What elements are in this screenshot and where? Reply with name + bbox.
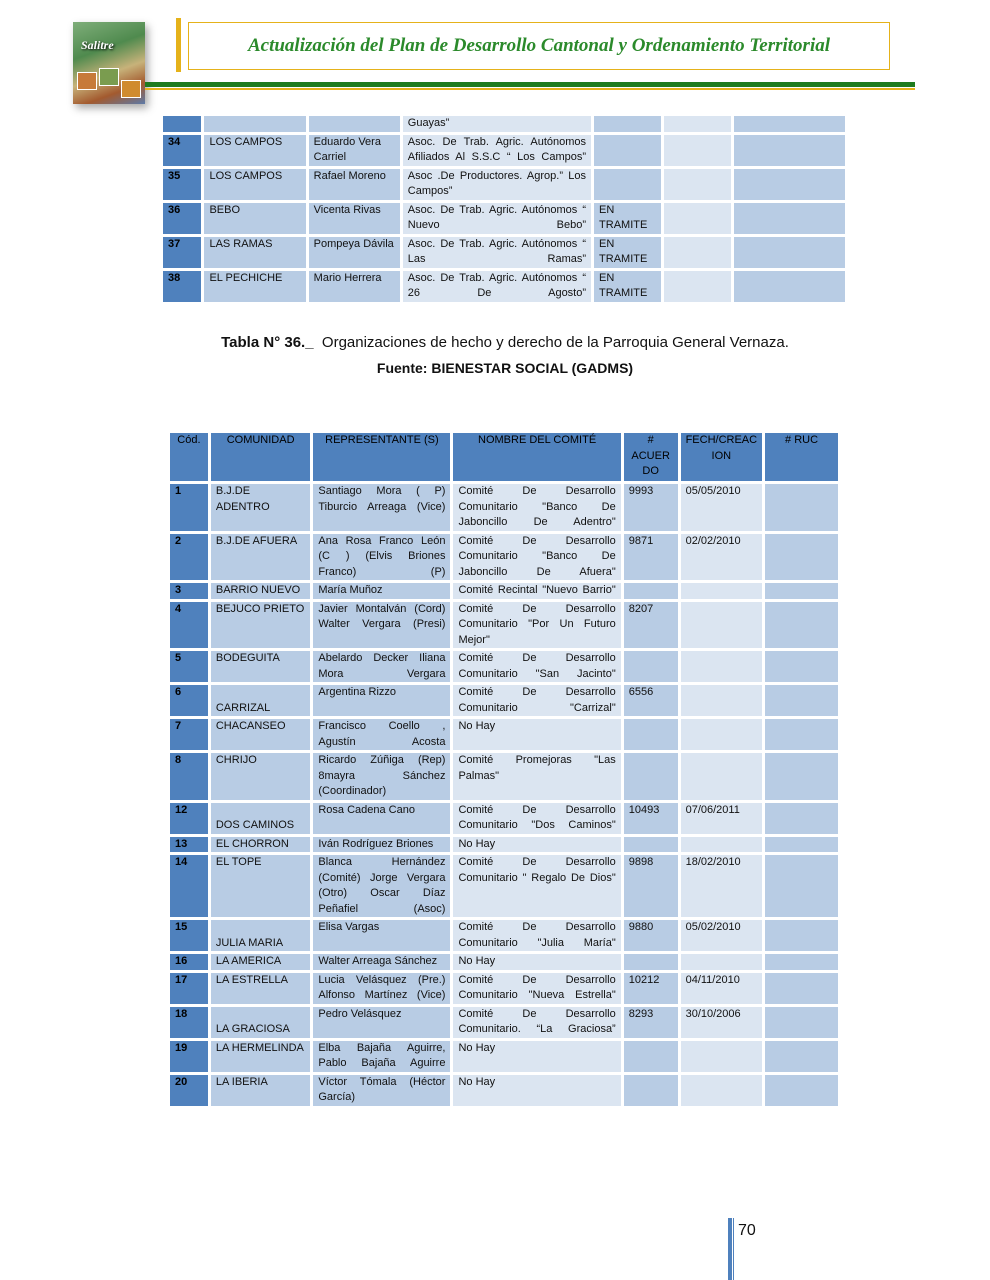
row-code: 16 (170, 954, 208, 970)
cell-comunidad: CARRIZAL (211, 685, 311, 716)
cell-fecha (681, 954, 763, 970)
cell-comite: Comité De Desarrollo Comunitario " Regalo De Dios" (453, 855, 620, 917)
cell-comite: No Hay (453, 719, 620, 750)
row-code: 3 (170, 583, 208, 599)
cell-ruc (765, 973, 838, 1004)
row-code: 8 (170, 753, 208, 800)
cell-representante: Mario Herrera (309, 271, 400, 302)
header-title: Actualización del Plan de Desarrollo Cantonal y Ordenamiento Territorial (247, 35, 830, 56)
table-row (170, 803, 838, 834)
row-number: 37 (163, 237, 201, 268)
cell-representante: Argentina Rizzo (313, 685, 450, 716)
table-row (170, 1041, 838, 1072)
row-number: 34 (163, 135, 201, 166)
cell-representante: Francisco Coello , Agustín Acosta (313, 719, 450, 750)
cell-organizacion: Asoc. De Trab. Agric. Autónomos Afiliados Al S.S.C “ Los Campos” (403, 135, 591, 166)
table-row (163, 116, 845, 132)
row-code: 6 (170, 685, 208, 716)
cell-comite: Comité Promejoras "Las Palmas" (453, 753, 620, 800)
cell-empty (734, 237, 845, 268)
header-comite: NOMBRE DEL COMITÉ (453, 433, 620, 481)
logo-image (73, 22, 145, 104)
cell-ruc (765, 837, 838, 853)
cell-ruc (765, 651, 838, 682)
cell-ruc (765, 803, 838, 834)
table-row (170, 837, 838, 853)
cell-representante: Vicenta Rivas (309, 203, 400, 234)
cell-comite: Comité De Desarrollo Comunitario. “La Graciosa” (453, 1007, 620, 1038)
cell-comite: Comité De Desarrollo Comunitario "Carrizal" (453, 685, 620, 716)
table-row (163, 271, 845, 302)
cell-comunidad: BODEGUITA (211, 651, 311, 682)
row-code: 19 (170, 1041, 208, 1072)
cell-representante: Víctor Tómala (Héctor García) (313, 1075, 450, 1106)
cell-comite: Comité De Desarrollo Comunitario "San Jacinto" (453, 651, 620, 682)
row-code: 4 (170, 602, 208, 649)
cell-fecha: 05/02/2010 (681, 920, 763, 951)
cell-fecha (681, 837, 763, 853)
cell-acuerdo: 6556 (624, 685, 678, 716)
cell-acuerdo: 9993 (624, 484, 678, 531)
cell-fecha: 05/05/2010 (681, 484, 763, 531)
cell-comunidad: LA IBERIA (211, 1075, 311, 1106)
table-caption-text: Organizaciones de hecho y derecho de la Parroquia General Vernaza. (321, 334, 789, 351)
row-code: 14 (170, 855, 208, 917)
table-row (163, 135, 845, 166)
cell-representante: Santiago Mora ( P) Tiburcio Arreaga (Vice) (313, 484, 450, 531)
cell-ruc (765, 484, 838, 531)
cell-comunidad: EL PECHICHE (204, 271, 305, 302)
row-code: 17 (170, 973, 208, 1004)
cell-fecha (681, 602, 763, 649)
cell-comite: Comité Recintal "Nuevo Barrio" (453, 583, 620, 599)
cell-ruc (765, 1041, 838, 1072)
cell-representante: Blanca Hernández (Comité) Jorge Vergara (Otro) Oscar Díaz Peñafiel (Asoc) (313, 855, 450, 917)
cell-comunidad: LA HERMELINDA (211, 1041, 311, 1072)
table-row (170, 855, 838, 917)
cell-ruc (765, 753, 838, 800)
cell-representante: Ana Rosa Franco León (C ) (Elvis Briones Franco) (P) (313, 534, 450, 581)
cell-fecha: 02/02/2010 (681, 534, 763, 581)
cell-acuerdo: 9880 (624, 920, 678, 951)
cell-fecha: 18/02/2010 (681, 855, 763, 917)
cell-empty (664, 116, 731, 132)
cell-empty (734, 169, 845, 200)
cell-estado: EN TRAMITE (594, 203, 661, 234)
table-row (170, 1007, 838, 1038)
table-row (170, 1075, 838, 1106)
cell-comite: Comité De Desarrollo Comunitario "Por Un Futuro Mejor" (453, 602, 620, 649)
table-row (170, 534, 838, 581)
cell-empty (664, 169, 731, 200)
cell-acuerdo: 10493 (624, 803, 678, 834)
cell-acuerdo: 9871 (624, 534, 678, 581)
table-continuation (160, 113, 848, 305)
cell-estado (594, 135, 661, 166)
table-row (170, 973, 838, 1004)
table-row (170, 753, 838, 800)
row-number: 35 (163, 169, 201, 200)
header-rule-yellow (145, 88, 915, 90)
header-title-box (188, 22, 890, 70)
cell-comunidad: JULIA MARIA (211, 920, 311, 951)
row-code: 18 (170, 1007, 208, 1038)
cell-representante: Elisa Vargas (313, 920, 450, 951)
row-code: 20 (170, 1075, 208, 1106)
table-row (170, 583, 838, 599)
page-number-bar-thin (733, 1218, 734, 1280)
header-fecha: FECH/CREAC ION (681, 433, 763, 481)
cell-acuerdo (624, 954, 678, 970)
cell-ruc (765, 719, 838, 750)
cell-acuerdo (624, 1075, 678, 1106)
cell-empty (734, 116, 845, 132)
cell-comunidad: LOS CAMPOS (204, 135, 305, 166)
cell-ruc (765, 685, 838, 716)
cell-empty (664, 237, 731, 268)
cell-representante: Ricardo Zúñiga (Rep) 8mayra Sánchez (Coordinador) (313, 753, 450, 800)
cell-acuerdo (624, 651, 678, 682)
cell-representante (309, 116, 400, 132)
cell-representante: Abelardo Decker Iliana Mora Vergara (313, 651, 450, 682)
cell-organizacion: Asoc. De Trab. Agric. Autónomos “ Las Ramas” (403, 237, 591, 268)
cell-ruc (765, 1007, 838, 1038)
cell-acuerdo (624, 719, 678, 750)
cell-comite: Comité De Desarrollo Comunitario "Banco De Jaboncillo De Afuera" (453, 534, 620, 581)
table-row (170, 602, 838, 649)
cell-comunidad: LA ESTRELLA (211, 973, 311, 1004)
cell-ruc (765, 855, 838, 917)
cell-comite: No Hay (453, 1075, 620, 1106)
cell-comite: No Hay (453, 954, 620, 970)
cell-empty (734, 271, 845, 302)
row-number: 36 (163, 203, 201, 234)
cell-comite: Comité De Desarrollo Comunitario "Dos Caminos" (453, 803, 620, 834)
cell-fecha (681, 1041, 763, 1072)
row-code: 13 (170, 837, 208, 853)
cell-fecha (681, 651, 763, 682)
cell-comite: No Hay (453, 837, 620, 853)
cell-comunidad: BEBO (204, 203, 305, 234)
cell-representante: Rafael Moreno (309, 169, 400, 200)
row-code: 5 (170, 651, 208, 682)
cell-comunidad: LA AMERICA (211, 954, 311, 970)
cell-empty (664, 203, 731, 234)
cell-estado: EN TRAMITE (594, 237, 661, 268)
cell-empty (664, 135, 731, 166)
cell-empty (734, 203, 845, 234)
page-number: 70 (738, 1222, 756, 1239)
row-number: 38 (163, 271, 201, 302)
cell-representante: Rosa Cadena Cano (313, 803, 450, 834)
cell-representante: Eduardo Vera Carriel (309, 135, 400, 166)
header-comunidad: COMUNIDAD (211, 433, 311, 481)
table-row (163, 203, 845, 234)
cell-acuerdo (624, 753, 678, 800)
cell-fecha (681, 1075, 763, 1106)
cell-comite: Comité De Desarrollo Comunitario "Banco De Jaboncillo De Adentro" (453, 484, 620, 531)
cell-comunidad: LA GRACIOSA (211, 1007, 311, 1038)
cell-comite: Comité De Desarrollo Comunitario "Julia María" (453, 920, 620, 951)
cell-estado: EN TRAMITE (594, 271, 661, 302)
cell-representante: Lucia Velásquez (Pre.) Alfonso Martínez (Vice) (313, 973, 450, 1004)
cell-fecha (681, 685, 763, 716)
cell-representante: Elba Bajaña Aguirre, Pablo Bajaña Aguirre (313, 1041, 450, 1072)
header-accent-bar (176, 18, 181, 72)
row-code: 12 (170, 803, 208, 834)
cell-acuerdo: 8293 (624, 1007, 678, 1038)
row-code: 7 (170, 719, 208, 750)
cell-comunidad (204, 116, 305, 132)
cell-representante: Walter Arreaga Sánchez (313, 954, 450, 970)
cell-fecha: 07/06/2011 (681, 803, 763, 834)
cell-comunidad: LAS RAMAS (204, 237, 305, 268)
table-row (163, 169, 845, 200)
cell-fecha (681, 753, 763, 800)
cell-representante: Pedro Velásquez (313, 1007, 450, 1038)
cell-comunidad: DOS CAMINOS (211, 803, 311, 834)
row-code: 15 (170, 920, 208, 951)
table-row (170, 685, 838, 716)
header-ruc: # RUC (765, 433, 838, 481)
cell-ruc (765, 602, 838, 649)
cell-comunidad: B.J.DE ADENTRO (211, 484, 311, 531)
header-acuerdo: # ACUER DO (624, 433, 678, 481)
cell-acuerdo: 8207 (624, 602, 678, 649)
cell-comunidad: EL CHORRON (211, 837, 311, 853)
cell-fecha: 30/10/2006 (681, 1007, 763, 1038)
header-cod: Cód. (170, 433, 208, 481)
cell-fecha: 04/11/2010 (681, 973, 763, 1004)
cell-organizacion: Asoc. De Trab. Agric. Autónomos “ 26 De Agosto” (403, 271, 591, 302)
cell-organizacion: Asoc. De Trab. Agric. Autónomos “ Nuevo Bebo” (403, 203, 591, 234)
cell-ruc (765, 583, 838, 599)
table-row (170, 920, 838, 951)
table-row (170, 954, 838, 970)
cell-comunidad: CHRIJO (211, 753, 311, 800)
cell-representante: Iván Rodríguez Briones (313, 837, 450, 853)
table-caption-label: Tabla N° 36._ (221, 334, 314, 351)
cell-acuerdo (624, 583, 678, 599)
cell-fecha (681, 719, 763, 750)
page-number-bar (728, 1218, 732, 1280)
table-header-row (170, 433, 838, 481)
cell-comite: No Hay (453, 1041, 620, 1072)
cell-ruc (765, 920, 838, 951)
table-row (170, 719, 838, 750)
row-code: 1 (170, 484, 208, 531)
cell-acuerdo (624, 1041, 678, 1072)
table-row (170, 484, 838, 531)
row-code: 2 (170, 534, 208, 581)
cell-comunidad: EL TOPE (211, 855, 311, 917)
cell-acuerdo: 9898 (624, 855, 678, 917)
cell-acuerdo: 10212 (624, 973, 678, 1004)
cell-comunidad: LOS CAMPOS (204, 169, 305, 200)
cell-estado (594, 169, 661, 200)
header-rule-green (145, 82, 915, 87)
logo-text: Salitre (81, 38, 114, 52)
cell-acuerdo (624, 837, 678, 853)
cell-fecha (681, 583, 763, 599)
row-number (163, 116, 201, 132)
cell-comunidad: CHACANSEO (211, 719, 311, 750)
table-source: Fuente: BIENESTAR SOCIAL (GADMS) (376, 360, 634, 376)
cell-comunidad: BARRIO NUEVO (211, 583, 311, 599)
cell-ruc (765, 534, 838, 581)
table-row (170, 651, 838, 682)
cell-empty (664, 271, 731, 302)
cell-comunidad: BEJUCO PRIETO (211, 602, 311, 649)
cell-organizacion: Guayas” (403, 116, 591, 132)
cell-comite: Comité De Desarrollo Comunitario "Nueva Estrella" (453, 973, 620, 1004)
cell-representante: Pompeya Dávila (309, 237, 400, 268)
table-row (163, 237, 845, 268)
cell-organizacion: Asoc .De Productores. Agrop.” Los Campos” (403, 169, 591, 200)
header-representante: REPRESENTANTE (S) (313, 433, 450, 481)
cell-estado (594, 116, 661, 132)
cell-ruc (765, 1075, 838, 1106)
organizations-table (167, 430, 841, 1109)
cell-representante: Javier Montalván (Cord) Walter Vergara (Presi) (313, 602, 450, 649)
cell-empty (734, 135, 845, 166)
cell-comunidad: B.J.DE AFUERA (211, 534, 311, 581)
cell-representante: María Muñoz (313, 583, 450, 599)
cell-ruc (765, 954, 838, 970)
table-caption (0, 334, 990, 351)
